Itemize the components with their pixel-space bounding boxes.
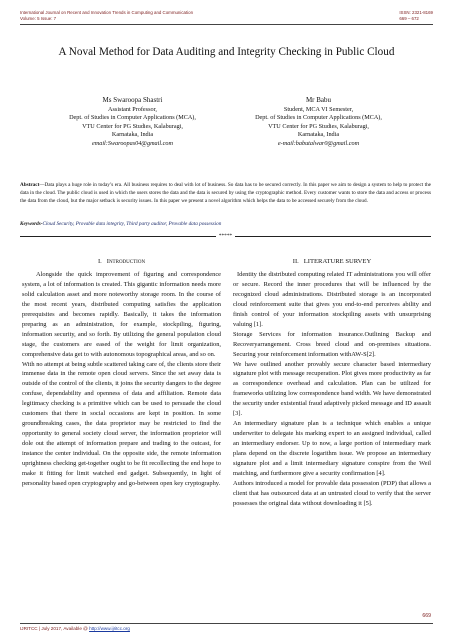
left-column — [22, 257, 221, 489]
section-title: Introduction — [106, 258, 146, 265]
keywords — [20, 221, 431, 228]
section-number: II. — [292, 258, 299, 265]
paper-title: A Noval Method for Data Auditing and Integrity Checking in Public Cloud — [58, 46, 395, 58]
issn: ISSN: 2321-8169 — [399, 10, 433, 15]
author-name: Mr Babu — [305, 96, 332, 104]
section-number: I. — [97, 258, 102, 265]
header-divider — [20, 24, 433, 25]
abstract-text: —Data plays a huge role in today’s era. All business requires to deal with lot of business. So data has to be secured correctly. In this paper we aim to design a system to help to protect the data in the cloud. The public cloud is used in which the users stores the data and the data is secured by using the cryptographic method. Every customer wants to store the data and access or process the data from the cloud, but the major setback is security issues. In this paper we present a novel algorithm which helps the data to be accessed securely from the cloud. — [20, 182, 431, 205]
separator-line-right — [235, 236, 431, 237]
separator-stars: ***** — [218, 233, 233, 239]
body-paragraph: We have outlined another provably secure character based intermediary signature plot with message recuperation. Plot gives more productivity as far as correspondence overhead and calculation. Plan can be utilized for frameworks utilizing low correspondence band width. We have demonstrated the security under existential fraud adaptively picked message and ID assault [3]. — [233, 360, 431, 418]
author-center: VTU Center for PG Studies, Kalaburagi, — [268, 122, 369, 130]
footer-prefix: IJRITCC | July 2017, Available @ — [20, 626, 90, 631]
body-paragraph: An intermediary signature plan is a technique which enables a unique underwriter to delegate his marking expert to an assigned individual, called an intermediary endorser. Up to now, a large portion of intermediary mark plans depend on the discrete logarithm issue. We propose an intermediary signature plot and a limit intermediary signature conspire from the Weil matching, and furthermore give a security confirmation [4]. — [233, 420, 431, 478]
author-role: Assistant Professor, — [108, 105, 157, 113]
page-number: 669 — [422, 613, 431, 619]
separator-line-left — [20, 236, 216, 237]
author-location: Karnataka, India — [297, 131, 340, 138]
journal-website-link[interactable]: http://www.ijritcc.org — [89, 626, 130, 631]
body-paragraph: Alongside the quick improvement of figuring and correspondence system, a lot of information is created. This gigantic information needs more solid calculation asset and more noteworthy storage room. In the course of the most recent years, distributed computing satisfies the application prerequisites and becomes rapidly. Basically, it takes the information preparing as an administration, for example, stockpiling, figuring, information security, and so forth. By utilizing the general population cloud stage, the customers are eased of the weight for limit organization, comprehensive data get to with autonomous topographical areas, and so on. — [22, 270, 221, 358]
author-center: VTU Center for PG Studies, Kalaburagi, — [82, 122, 183, 130]
keywords-label: Keywords- — [20, 221, 43, 227]
right-column — [233, 257, 431, 509]
keywords-text: Cloud Security, Provable data integrity, Third party auditor, Provable data possession — [42, 221, 222, 227]
section-heading-literature-survey — [233, 257, 431, 267]
journal-name: International Journal on Recent and Innovation Trends in Computing and Communication — [20, 10, 194, 15]
body-paragraph: Storage Services for information insurance.Outlining Backup and Recoveryarrangement. Cross breed cloud and on-premises situations. Securing your reinforcement information withAW-S[2]. — [233, 330, 431, 358]
author-email: e-mail:babutalwar0@gmail.com — [277, 139, 360, 147]
body-paragraph: Authors introduced a model for provable data possession (PDP) that allows a client that has outsourced data at an untrusted cloud to verify that the server possesses the original data without downloading it [5]. — [233, 479, 431, 507]
volume-issue: Volume: 5 Issue: 7 — [20, 15, 57, 21]
author-block-1 — [40, 96, 225, 148]
author-dept: Dept. of Studies in Computer Applications (MCA), — [255, 114, 382, 121]
footer-divider — [20, 623, 433, 624]
abstract — [20, 181, 431, 205]
journal-header-right — [399, 10, 433, 21]
author-role: Student, MCA VI Semester, — [283, 105, 354, 113]
section-heading-introduction — [22, 257, 221, 267]
page-range: 669 – 672 — [399, 15, 419, 21]
section-title: LITERATURE SURVEY — [303, 258, 372, 265]
author-block-2 — [226, 96, 411, 148]
body-paragraph: With no attempt at being subtle scattered taking care of, the clients store their immense data in the remote open cloud servers. Since the set away data is outside of the control of the clients, it joins the security dangers to the degree confuse, dependability and openness of data and affiliation. Remote data legitimacy checking is a primitive which can be used to persuade the cloud customers that there in social occasions are kept in position. In some groundbreaking cases, the data proprietor may be restricted to find the opportunity to general society cloud server, the information proprietor will dole out the attempt of information prepare and trading to the outcast, for instance the center individual. On the opposite side, the remote information uprightness checking get-together ought to be fit recollecting the end hope to make it fitting for limit watched end gadget. Subsequently, in light of personality based open cryptography and go-between open key cryptography. — [22, 360, 221, 487]
author-dept: Dept. of Studies in Computer Applications (MCA), — [69, 114, 196, 121]
author-name: Ms Swaroopa Shastri — [102, 96, 163, 104]
section-separator — [20, 233, 431, 239]
body-paragraph: Identity the distributed computing related IT administrations you will offer or secure. Record the inner procedures that will be influenced by the recognized cloud administrations. Distributed storage is an incorporated cloud reinforcement suite that gives you end-to-end perceives ability and finish control of your information stockpiling assets with unsurprising valuing [1]. — [233, 270, 431, 328]
journal-header-left — [20, 10, 193, 21]
footer-citation — [20, 626, 130, 631]
author-email: email:Swaroopas04@gmail.com — [92, 139, 173, 147]
abstract-label: Abstract — [20, 182, 40, 188]
journal-header — [20, 10, 433, 21]
author-location: Karnataka, India — [111, 131, 154, 138]
